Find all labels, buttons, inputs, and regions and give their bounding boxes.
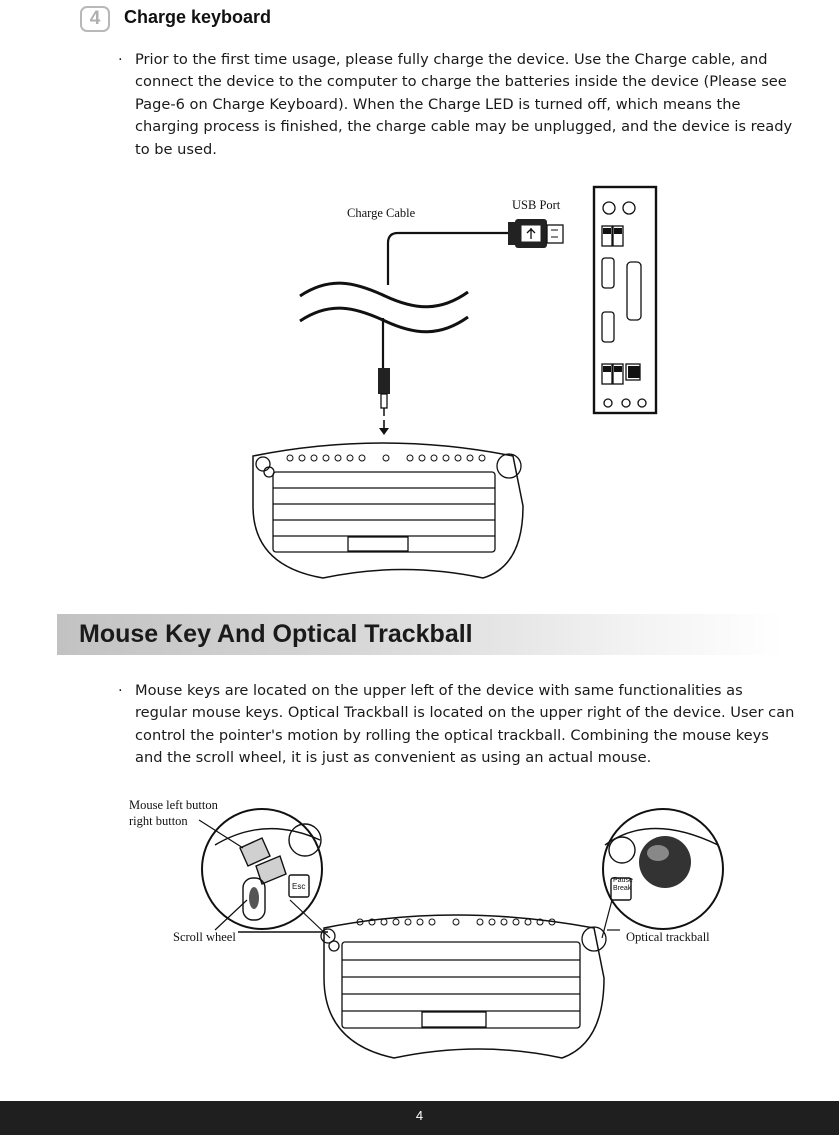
page-number: 4 bbox=[415, 1108, 424, 1123]
scroll-wheel-label: Scroll wheel bbox=[173, 930, 236, 944]
usb-port-label: USB Port bbox=[512, 198, 561, 212]
mouse-trackball-illustration bbox=[0, 790, 839, 1090]
section-banner bbox=[57, 614, 783, 655]
break-key-label: Break bbox=[613, 885, 632, 892]
charge-cable-label: Charge Cable bbox=[347, 206, 416, 220]
page-footer bbox=[0, 1101, 839, 1135]
bullet: · bbox=[118, 51, 123, 68]
bullet: · bbox=[118, 682, 123, 699]
optical-trackball-label: Optical trackball bbox=[626, 930, 710, 944]
mouse-paragraph: Mouse keys are located on the upper left of the device with same functionalities as regular mouse keys. Optical Trackball is located on the upper right of the device. User can control the pointer's motion by rolling the optical trackball. Combining the mouse keys and the scroll wheel, it is just as convenient as using an actual mouse. bbox=[135, 682, 795, 767]
right-button-label: right button bbox=[129, 814, 188, 828]
esc-key-label: Esc bbox=[292, 882, 306, 891]
charge-paragraph: Prior to the first time usage, please fully charge the device. Use the Charge cable, and connect the device to the computer to charge the batteries inside the device (Please see Page-6 on Charge Keyboard). When the Charge LED is turned off, which means the charging process is finished, the charge cable may be unplugged, and the device is ready to be used. bbox=[135, 51, 793, 158]
section-title-charge: Charge keyboard bbox=[124, 7, 272, 27]
mouse-instructions bbox=[118, 680, 798, 770]
mouse-left-button-label: Mouse left button bbox=[129, 798, 218, 812]
pause-key-label: Pause bbox=[613, 877, 633, 884]
step-number-badge: 4 bbox=[80, 6, 110, 32]
section-title-mouse: Mouse Key And Optical Trackball bbox=[79, 620, 473, 648]
